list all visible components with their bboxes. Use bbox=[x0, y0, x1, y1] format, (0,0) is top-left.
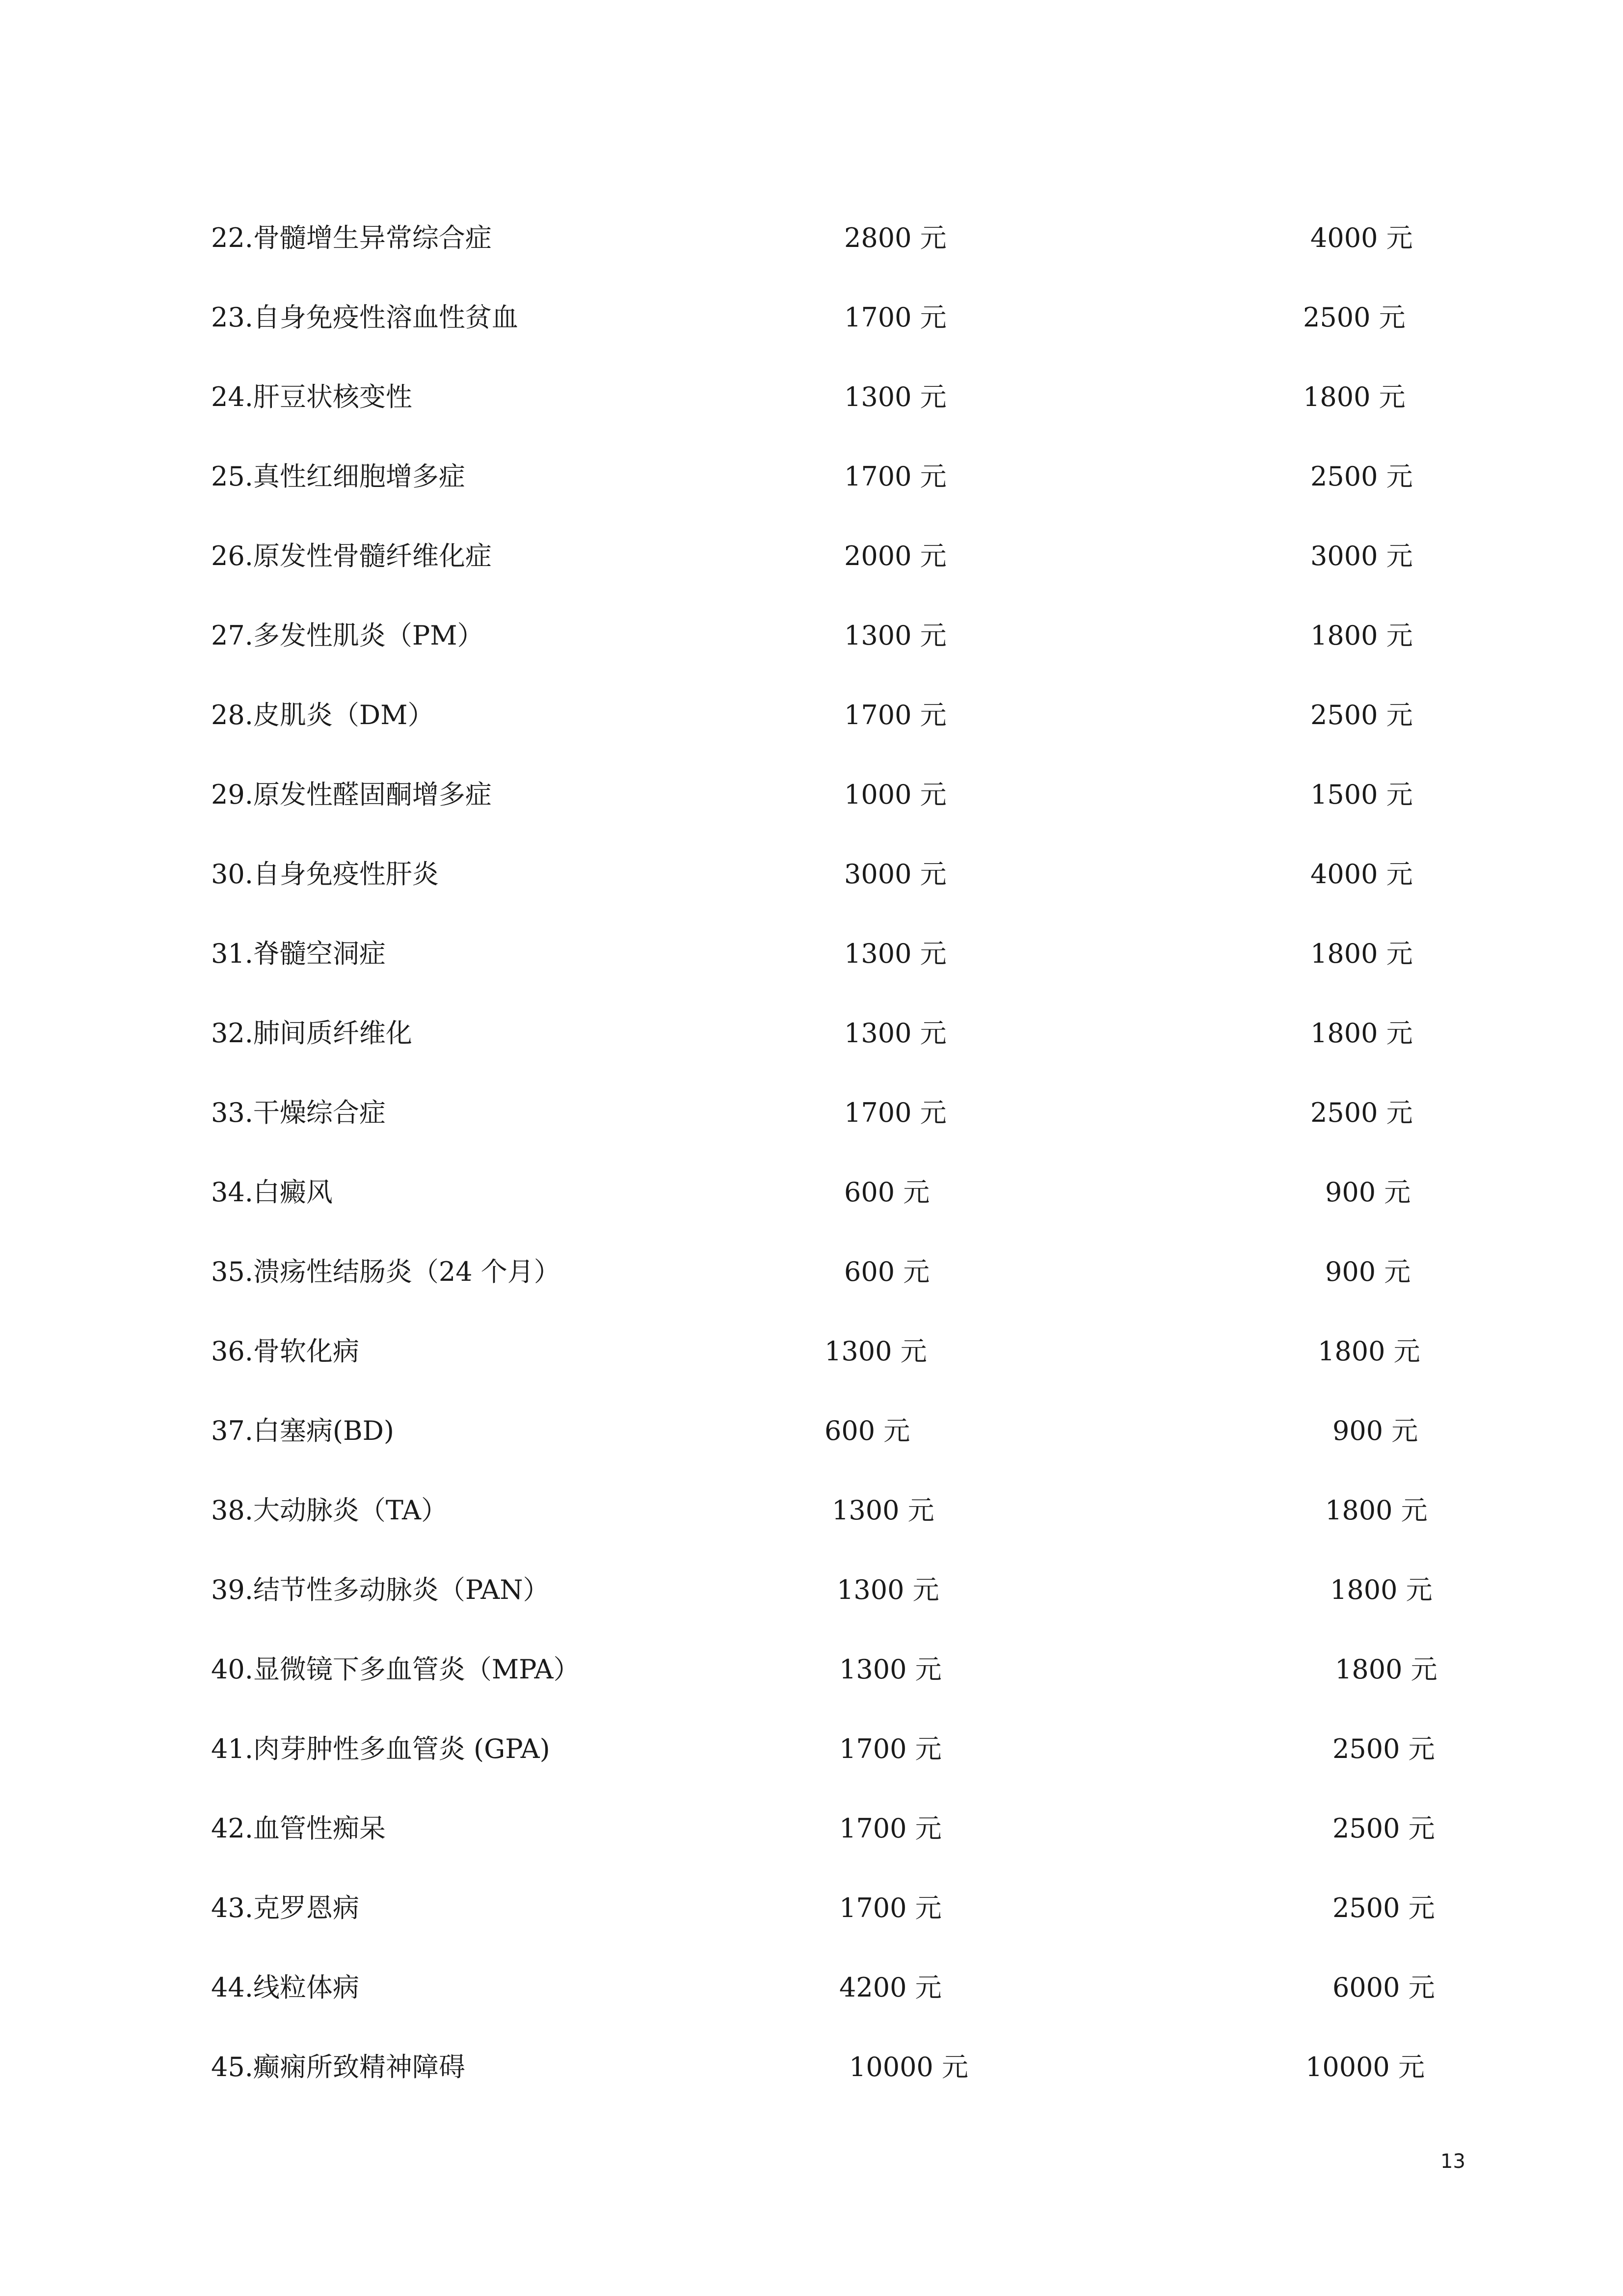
amount-standard-1: 1700 元 bbox=[839, 1813, 942, 1844]
amount-standard-1: 1300 元 bbox=[844, 1018, 947, 1049]
list-item bbox=[211, 937, 1487, 1016]
amount-standard-1: 600 元 bbox=[825, 1415, 910, 1446]
amount-standard-2: 900 元 bbox=[1325, 1256, 1411, 1287]
list-item bbox=[211, 221, 1487, 300]
amount-standard-1: 1300 元 bbox=[844, 620, 947, 651]
list-item bbox=[211, 300, 1487, 380]
list-item bbox=[211, 1652, 1487, 1732]
list-item bbox=[211, 778, 1487, 857]
amount-standard-2: 900 元 bbox=[1325, 1177, 1411, 1208]
amount-standard-1: 1300 元 bbox=[837, 1574, 939, 1605]
amount-standard-2: 2500 元 bbox=[1332, 1733, 1435, 1764]
disease-name: 31.脊髓空洞症 bbox=[211, 938, 386, 969]
amount-standard-1: 1300 元 bbox=[844, 938, 947, 969]
list-item bbox=[211, 1255, 1487, 1334]
disease-name: 38.大动脉炎（TA） bbox=[211, 1495, 448, 1526]
amount-standard-2: 900 元 bbox=[1332, 1415, 1418, 1446]
amount-standard-2: 1800 元 bbox=[1310, 1018, 1413, 1049]
disease-subsidy-list bbox=[211, 221, 1487, 2130]
amount-standard-1: 2800 元 bbox=[844, 222, 947, 253]
amount-standard-1: 1300 元 bbox=[832, 1495, 934, 1526]
list-item bbox=[211, 1811, 1487, 1891]
amount-standard-2: 1800 元 bbox=[1303, 381, 1406, 412]
disease-name: 26.原发性骨髓纤维化症 bbox=[211, 540, 492, 571]
disease-name: 23.自身免疫性溶血性贫血 bbox=[211, 302, 518, 333]
list-item bbox=[211, 1891, 1487, 1971]
list-item bbox=[211, 1175, 1487, 1255]
disease-name: 37.白塞病(BD) bbox=[211, 1415, 394, 1446]
amount-standard-2: 3000 元 bbox=[1310, 540, 1413, 571]
amount-standard-1: 1700 元 bbox=[844, 700, 947, 730]
disease-name: 22.骨髓增生异常综合症 bbox=[211, 222, 492, 253]
list-item bbox=[211, 2050, 1487, 2130]
amount-standard-1: 1300 元 bbox=[825, 1336, 927, 1367]
disease-name: 41.肉芽肿性多血管炎 (GPA) bbox=[211, 1733, 550, 1764]
list-item bbox=[211, 1096, 1487, 1175]
list-item bbox=[211, 539, 1487, 619]
list-item bbox=[211, 619, 1487, 698]
amount-standard-2: 1800 元 bbox=[1310, 938, 1413, 969]
list-item bbox=[211, 1732, 1487, 1811]
amount-standard-1: 1700 元 bbox=[844, 302, 947, 333]
amount-standard-1: 3000 元 bbox=[844, 859, 947, 890]
amount-standard-2: 1500 元 bbox=[1310, 779, 1413, 810]
list-item bbox=[211, 1016, 1487, 1096]
list-item bbox=[211, 1971, 1487, 2050]
disease-name: 24.肝豆状核变性 bbox=[211, 381, 412, 412]
amount-standard-2: 2500 元 bbox=[1303, 302, 1406, 333]
amount-standard-2: 1800 元 bbox=[1325, 1495, 1428, 1526]
disease-name: 29.原发性醛固酮增多症 bbox=[211, 779, 492, 810]
amount-standard-1: 1700 元 bbox=[839, 1892, 942, 1923]
disease-name: 25.真性红细胞增多症 bbox=[211, 461, 465, 492]
disease-name: 43.克罗恩病 bbox=[211, 1892, 359, 1923]
disease-name: 39.结节性多动脉炎（PAN） bbox=[211, 1574, 550, 1605]
amount-standard-2: 1800 元 bbox=[1310, 620, 1413, 651]
disease-name: 45.癫痫所致精神障碍 bbox=[211, 2052, 465, 2082]
amount-standard-1: 600 元 bbox=[844, 1256, 930, 1287]
amount-standard-2: 4000 元 bbox=[1310, 222, 1413, 253]
list-item bbox=[211, 1334, 1487, 1414]
disease-name: 44.线粒体病 bbox=[211, 1972, 359, 2003]
list-item bbox=[211, 1493, 1487, 1573]
amount-standard-2: 1800 元 bbox=[1330, 1574, 1433, 1605]
amount-standard-2: 2500 元 bbox=[1332, 1892, 1435, 1923]
amount-standard-1: 2000 元 bbox=[844, 540, 947, 571]
amount-standard-2: 1800 元 bbox=[1318, 1336, 1420, 1367]
disease-name: 28.皮肌炎（DM） bbox=[211, 700, 434, 730]
list-item bbox=[211, 1414, 1487, 1493]
amount-standard-2: 2500 元 bbox=[1332, 1813, 1435, 1844]
list-item bbox=[211, 459, 1487, 539]
amount-standard-2: 4000 元 bbox=[1310, 859, 1413, 890]
disease-name: 35.溃疡性结肠炎（24 个月） bbox=[211, 1256, 560, 1287]
amount-standard-1: 1300 元 bbox=[839, 1654, 942, 1685]
amount-standard-1: 10000 元 bbox=[849, 2052, 968, 2082]
amount-standard-1: 1000 元 bbox=[844, 779, 947, 810]
page-number: 13 bbox=[1440, 2150, 1465, 2173]
amount-standard-2: 2500 元 bbox=[1310, 1097, 1413, 1128]
amount-standard-1: 1300 元 bbox=[844, 381, 947, 412]
amount-standard-2: 6000 元 bbox=[1332, 1972, 1435, 2003]
amount-standard-1: 4200 元 bbox=[839, 1972, 942, 2003]
disease-name: 36.骨软化病 bbox=[211, 1336, 359, 1367]
disease-name: 33.干燥综合症 bbox=[211, 1097, 386, 1128]
list-item bbox=[211, 1573, 1487, 1652]
amount-standard-2: 2500 元 bbox=[1310, 461, 1413, 492]
disease-name: 40.显微镜下多血管炎（MPA） bbox=[211, 1654, 580, 1685]
amount-standard-2: 2500 元 bbox=[1310, 700, 1413, 730]
disease-name: 42.血管性痴呆 bbox=[211, 1813, 386, 1844]
amount-standard-1: 1700 元 bbox=[839, 1733, 942, 1764]
amount-standard-2: 1800 元 bbox=[1335, 1654, 1437, 1685]
amount-standard-1: 1700 元 bbox=[844, 1097, 947, 1128]
amount-standard-2: 10000 元 bbox=[1305, 2052, 1425, 2082]
amount-standard-1: 1700 元 bbox=[844, 461, 947, 492]
disease-name: 34.白癜风 bbox=[211, 1177, 333, 1208]
list-item bbox=[211, 380, 1487, 459]
disease-name: 27.多发性肌炎（PM） bbox=[211, 620, 484, 651]
amount-standard-1: 600 元 bbox=[844, 1177, 930, 1208]
disease-name: 32.肺间质纤维化 bbox=[211, 1018, 412, 1049]
list-item bbox=[211, 698, 1487, 778]
disease-name: 30.自身免疫性肝炎 bbox=[211, 859, 439, 890]
list-item bbox=[211, 857, 1487, 937]
